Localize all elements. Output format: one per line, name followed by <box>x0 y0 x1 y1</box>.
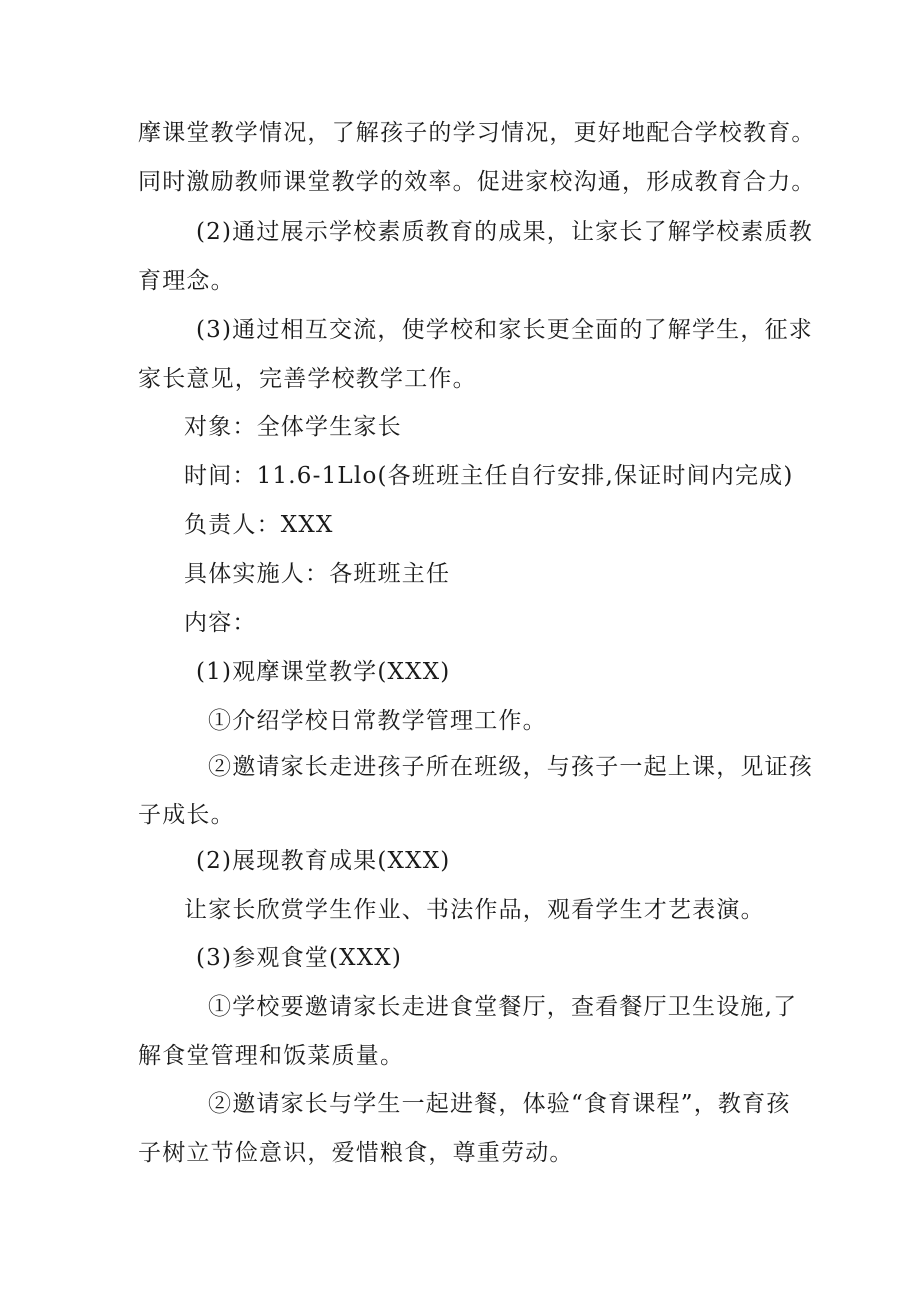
paragraph-line: 时间：11.6-1Llo(各班班主任自行安排,保证时间内完成) <box>184 463 794 489</box>
paragraph-line: 解食堂管理和饭菜质量。 <box>138 1043 405 1069</box>
paragraph-line: ①介绍学校日常教学管理工作。 <box>208 708 547 734</box>
paragraph-line: 同时激励教师课堂教学的效率。促进家校沟通，形成教育合力。 <box>138 169 816 195</box>
paragraph-line: 子树立节俭意识，爱惜粮食，尊重劳动。 <box>138 1140 574 1166</box>
paragraph-line: (2)通过展示学校素质教育的成果，让家长了解学校素质教 <box>196 219 813 245</box>
paragraph-line: (2)展现教育成果(XXX) <box>196 848 451 874</box>
paragraph-line: (1)观摩课堂教学(XXX) <box>196 659 451 685</box>
paragraph-line: 内容： <box>184 610 257 636</box>
paragraph-line: ②邀请家长与学生一起进餐，体验“食育课程”，教育孩 <box>208 1091 791 1117</box>
paragraph-line: 家长意见，完善学校教学工作。 <box>138 366 477 392</box>
paragraph-line: (3)通过相互交流，使学校和家长更全面的了解学生，征求 <box>196 317 813 343</box>
paragraph-line: 育理念。 <box>138 268 235 294</box>
paragraph-line: 对象：全体学生家长 <box>184 414 402 440</box>
paragraph-line: (3)参观食堂(XXX) <box>196 945 403 971</box>
paragraph-line: ①学校要邀请家长走进食堂餐厅，查看餐厅卫生设施,了 <box>208 994 798 1020</box>
paragraph-line: 负责人：XXX <box>184 512 334 538</box>
paragraph-line: 具体实施人：各班班主任 <box>184 561 451 587</box>
paragraph-line: 让家长欣赏学生作业、书法作品，观看学生才艺表演。 <box>184 897 765 923</box>
paragraph-line: 摩课堂教学情况，了解孩子的学习情况，更好地配合学校教育。 <box>138 120 816 146</box>
paragraph-line: 子成长。 <box>138 802 235 828</box>
paragraph-line: ②邀请家长走进孩子所在班级，与孩子一起上课，见证孩 <box>208 754 813 780</box>
